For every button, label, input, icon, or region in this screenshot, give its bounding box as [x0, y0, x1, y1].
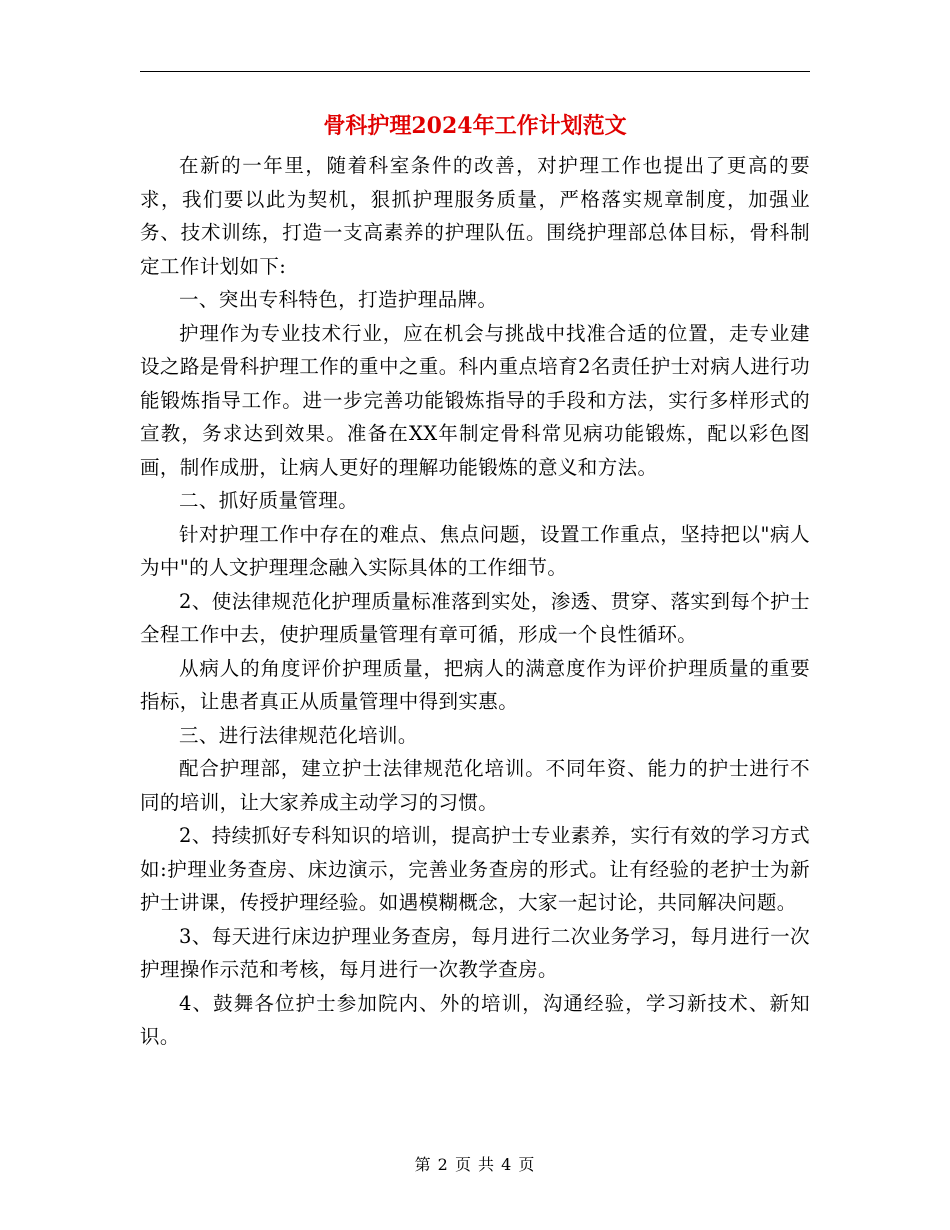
document-title: 骨科护理2024年工作计划范文	[323, 113, 627, 139]
body-paragraph: 3、每天进行床边护理业务查房，每月进行二次业务学习，每月进行一次护理操作示范和考核，每月进行一次教学查房。	[140, 924, 810, 981]
body-paragraph: 护理作为专业技术行业，应在机会与挑战中找准合适的位置，走专业建设之路是骨科护理工作的重中之重。科内重点培育2名责任护士对病人进行功能锻炼指导工作。进一步完善功能锻炼指导的手段和方法，实行多样形式的宣教，务求达到效果。准备在XX年制定骨科常见病功能锻炼，配以彩色图画，制作成册，让病人更好的理解功能锻炼的意义和方法。	[140, 321, 810, 479]
document-body	[140, 149, 810, 1054]
body-paragraph: 从病人的角度评价护理质量，把病人的满意度作为评价护理质量的重要指标，让患者真正从质量管理中得到实惠。	[140, 656, 810, 713]
intro-paragraph: 在新的一年里，随着科室条件的改善，对护理工作也提出了更高的要求，我们要以此为契机，狠抓护理服务质量，严格落实规章制度，加强业务、技术训练，打造一支高素养的护理队伍。围绕护理部总体目标，骨科制定工作计划如下:	[140, 154, 810, 278]
page-number: 第 2 页 共 4 页	[414, 1155, 536, 1174]
body-paragraph: 配合护理部，建立护士法律规范化培训。不同年资、能力的护士进行不同的培训，让大家养成主动学习的习惯。	[140, 757, 810, 814]
section-heading-2: 二、抓好质量管理。	[179, 489, 359, 512]
body-paragraph: 4、鼓舞各位护士参加院内、外的培训，沟通经验，学习新技术、新知识。	[140, 991, 810, 1048]
body-paragraph: 2、持续抓好专科知识的培训，提高护士专业素养，实行有效的学习方式如:护理业务查房、床边演示，完善业务查房的形式。让有经验的老护士为新护士讲课，传授护理经验。如遇模糊概念，大家一起讨论，共同解决问题。	[140, 824, 810, 914]
section-heading-1: 一、突出专科特色，打造护理品牌。	[179, 288, 498, 311]
header-rule	[140, 71, 810, 72]
section-heading-3: 三、进行法律规范化培训。	[179, 723, 418, 747]
body-paragraph: 2、使法律规范化护理质量标准落到实处，渗透、贯穿、落实到每个护士全程工作中去，使护理质量管理有章可循，形成一个良性循环。	[140, 589, 810, 646]
body-paragraph: 针对护理工作中存在的难点、焦点问题，设置工作重点，坚持把以"病人为中"的人文护理理念融入实际具体的工作细节。	[140, 522, 810, 579]
